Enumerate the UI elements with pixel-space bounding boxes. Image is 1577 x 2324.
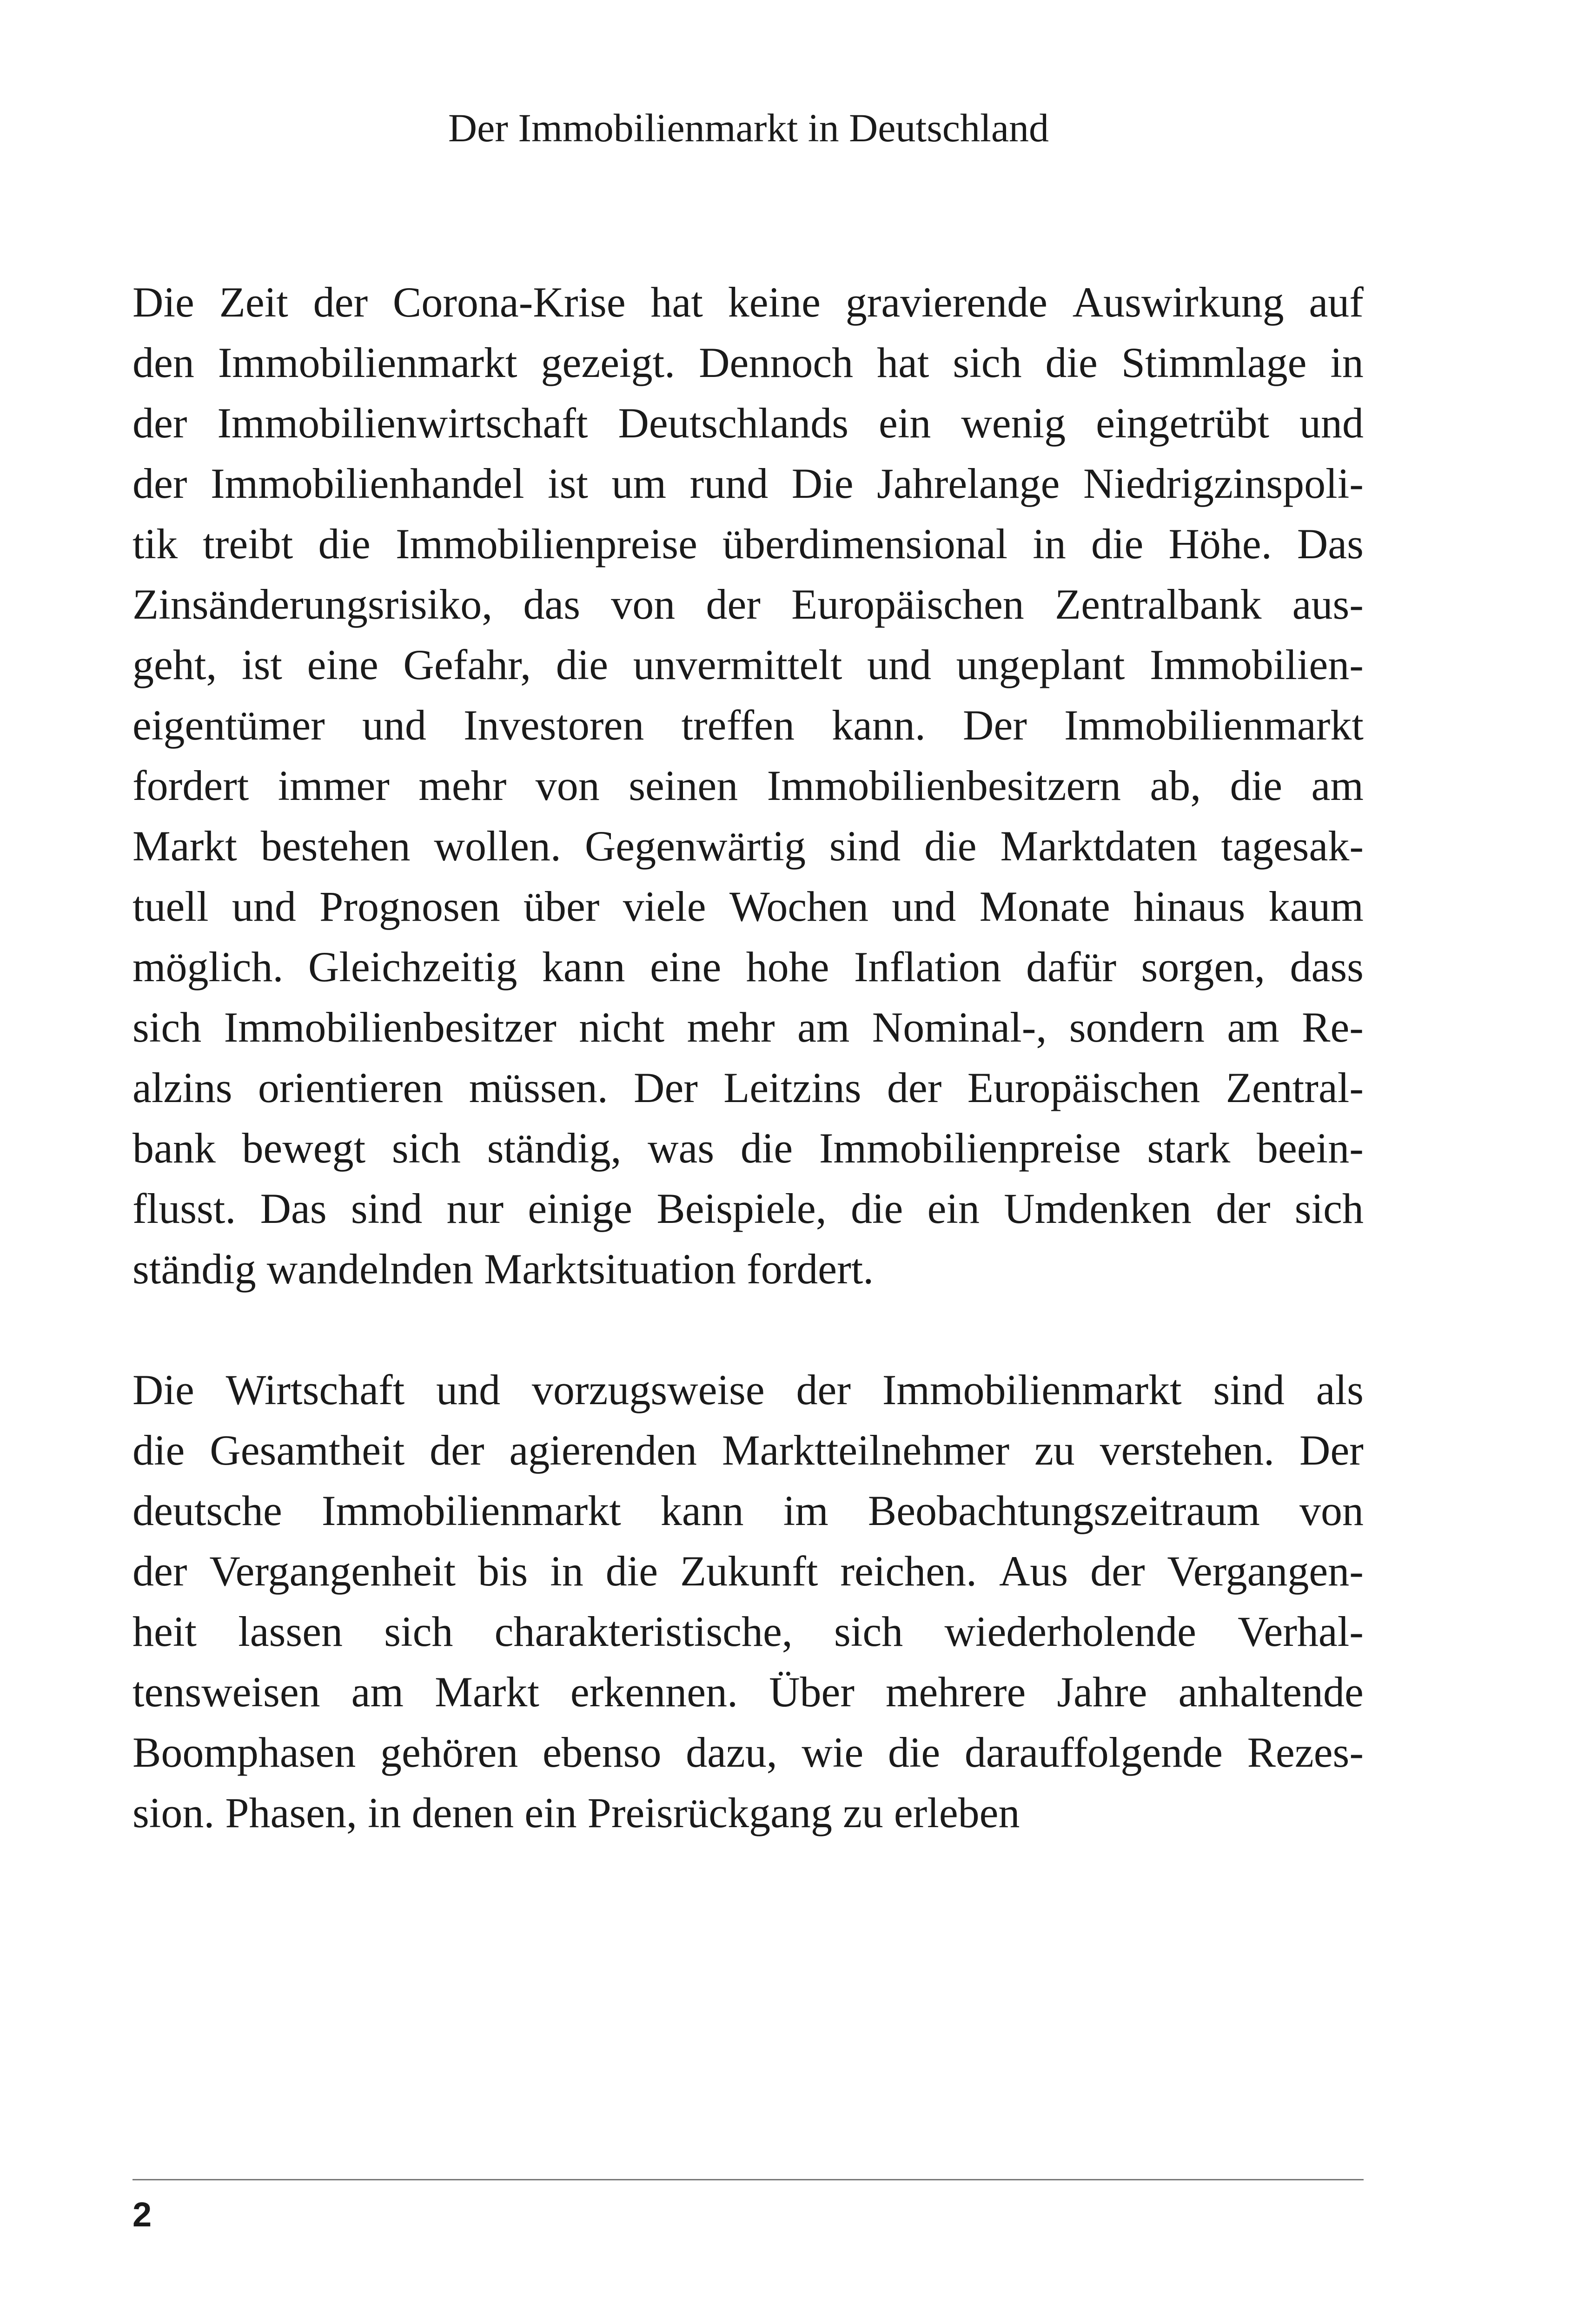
text-line: der Immobilienwirtschaft Deutschlands ein wenig eingetrübt und (133, 399, 1364, 447)
body-paragraph (133, 1360, 1364, 1843)
text-line: geht, ist eine Gefahr, die unvermittelt und ungeplant Immobilien- (133, 641, 1364, 688)
text-line: Die Wirtschaft und vorzugsweise der Immobilienmarkt sind als (133, 1366, 1364, 1413)
text-line: der Immobilienhandel ist um rund Die Jahrelange Niedrigzinspoli- (133, 460, 1364, 507)
text-line: Boomphasen gehören ebenso dazu, wie die darauffolgende Rezes- (133, 1729, 1364, 1776)
text-line: Markt bestehen wollen. Gegenwärtig sind die Marktdaten tagesak- (133, 822, 1364, 870)
running-header: Der Immobilienmarkt in Deutschland (448, 106, 1049, 150)
text-line: sich Immobilienbesitzer nicht mehr am Nominal-, sondern am Re- (133, 1004, 1364, 1051)
text-line: der Vergangenheit bis in die Zukunft reichen. Aus der Vergangen- (133, 1547, 1364, 1595)
footer-divider (133, 2179, 1364, 2180)
text-line: eigentümer und Investoren treffen kann. Der Immobilienmarkt (133, 701, 1364, 749)
text-line: tik treibt die Immobilienpreise überdimensional in die Höhe. Das (133, 520, 1364, 568)
text-line: tensweisen am Markt erkennen. Über mehrere Jahre anhaltende (133, 1668, 1364, 1716)
text-line: den Immobilienmarkt gezeigt. Dennoch hat sich die Stimmlage in (133, 339, 1364, 386)
body-paragraph (133, 272, 1364, 1299)
text-line: ständig wandelnden Marktsituation fordert. (133, 1245, 874, 1293)
text-line: möglich. Gleichzeitig kann eine hohe Inflation dafür sorgen, dass (133, 943, 1364, 990)
text-line: Die Zeit der Corona-Krise hat keine gravierende Auswirkung auf (133, 278, 1364, 326)
text-line: die Gesamtheit der agierenden Marktteilnehmer zu verstehen. Der (133, 1426, 1364, 1474)
text-line: deutsche Immobilienmarkt kann im Beobachtungszeitraum von (133, 1487, 1364, 1534)
text-line: sion. Phasen, in denen ein Preisrückgang zu erleben (133, 1789, 1020, 1836)
text-line: Zinsänderungsrisiko, das von der Europäischen Zentralbank aus- (133, 581, 1364, 628)
text-line: fordert immer mehr von seinen Immobilienbesitzern ab, die am (133, 762, 1364, 809)
text-line: bank bewegt sich ständig, was die Immobilienpreise stark beein- (133, 1124, 1364, 1172)
page-number: 2 (133, 2195, 152, 2234)
text-line: alzins orientieren müssen. Der Leitzins der Europäischen Zentral- (133, 1064, 1364, 1111)
text-line: tuell und Prognosen über viele Wochen und Monate hinaus kaum (133, 883, 1364, 930)
text-line: heit lassen sich charakteristische, sich wiederholende Verhal- (133, 1608, 1364, 1655)
text-line: flusst. Das sind nur einige Beispiele, die ein Umdenken der sich (133, 1185, 1364, 1232)
